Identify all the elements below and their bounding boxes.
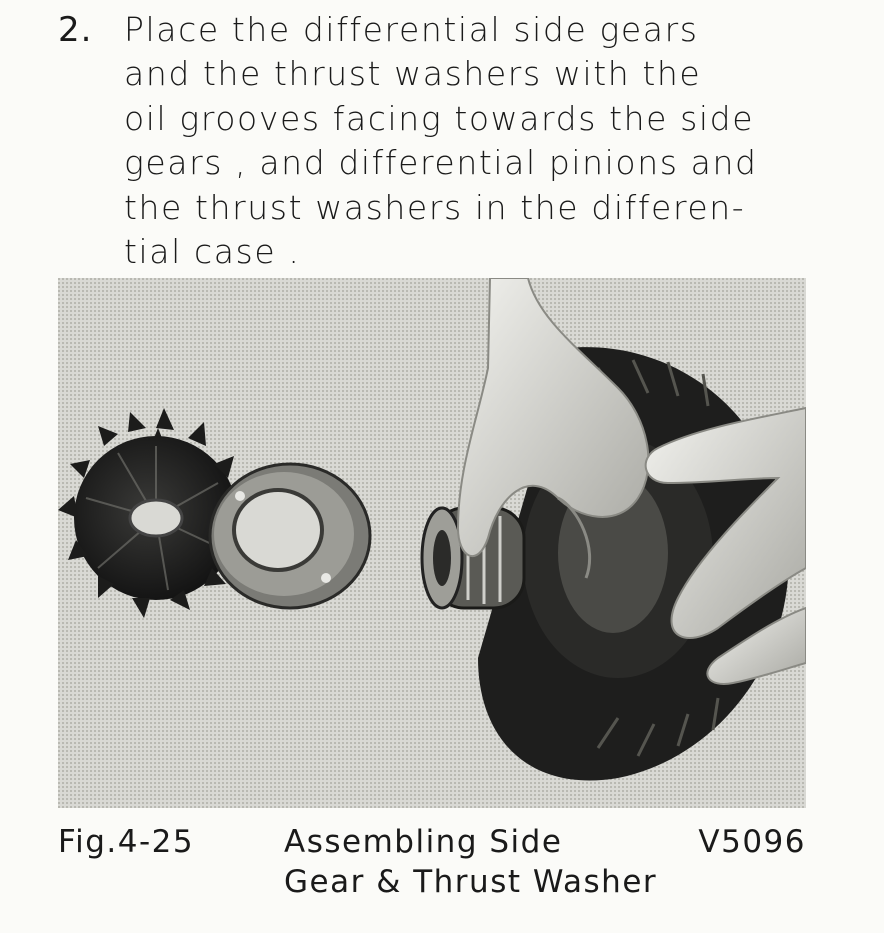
step-text: [124, 8, 814, 274]
step-text-line: gears , and differential pinions and: [124, 143, 758, 183]
figure-title-line: Assembling Side: [284, 824, 563, 860]
figure-number: Fig.4-25: [58, 824, 195, 860]
step-text-line: and the thrust washers with the: [124, 54, 702, 94]
figure-title-line: Gear & Thrust Washer: [284, 864, 658, 900]
step-text-line: Place the differential side gears: [124, 10, 699, 49]
figure-title: [284, 822, 657, 902]
figure-photo: [58, 278, 806, 808]
thrust-washer: [210, 464, 370, 608]
figure-code: V5096: [698, 824, 806, 860]
gear-assembly-photo: [58, 278, 806, 808]
step-text-line: oil grooves facing towards the side: [124, 98, 755, 138]
figure-caption: [58, 822, 818, 912]
step-text-line: the thrust washers in the differen-: [124, 187, 746, 227]
step-text-line: tial case .: [124, 232, 301, 272]
step-number: 2.: [58, 10, 93, 50]
